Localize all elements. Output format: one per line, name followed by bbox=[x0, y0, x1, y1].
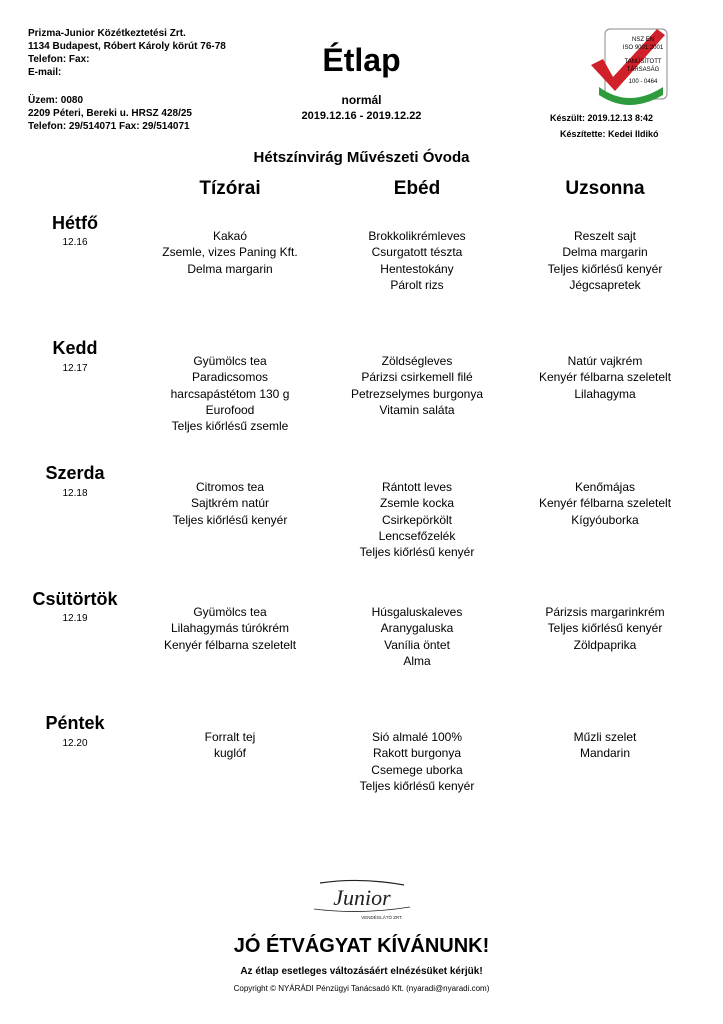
company-email: E-mail: bbox=[28, 67, 62, 78]
menu-item: Csemege uborka bbox=[371, 762, 463, 777]
uzsonna-cell bbox=[495, 604, 715, 653]
cert-text-2: ISO 9001:2001 bbox=[622, 45, 664, 51]
cert-text-1: NSZ EN bbox=[631, 37, 655, 43]
menu-item: Reszelt sajt bbox=[573, 229, 637, 243]
uzsonna-cell bbox=[495, 729, 715, 762]
menu-item: Forralt tej bbox=[204, 730, 256, 744]
ebed-cell bbox=[307, 479, 527, 560]
cert-text-5: 100 - 0464 bbox=[628, 79, 658, 85]
menu-item: Párizsi csirkemell filé bbox=[361, 370, 473, 385]
cert-text-4: TÁRSASÁG bbox=[626, 67, 660, 73]
menu-item: Kakaó bbox=[212, 229, 248, 243]
junior-logo bbox=[300, 877, 425, 922]
ebed-cell bbox=[307, 353, 527, 418]
menu-item: Hentestokány bbox=[380, 261, 454, 276]
day-name: Kedd bbox=[52, 338, 98, 358]
menu-item: Kenőmájas bbox=[574, 480, 636, 494]
plant-id: Üzem: 0080 bbox=[28, 95, 84, 106]
menu-item: Brokkolikrémleves bbox=[368, 229, 466, 243]
menu-item: Rakott burgonya bbox=[372, 746, 462, 761]
day-date: 12.19 bbox=[62, 613, 88, 624]
menu-item: Párizsis margarinkrém bbox=[545, 605, 665, 619]
menu-item: Gyümölcs tea bbox=[193, 354, 267, 368]
menu-item: Teljes kiőrlésű kenyér bbox=[547, 261, 663, 276]
page-title: Étlap bbox=[322, 42, 401, 78]
column-header-uzsonna: Uzsonna bbox=[565, 178, 645, 199]
menu-item: Delma margarin bbox=[187, 261, 273, 276]
day-name: Csütörtök bbox=[32, 589, 118, 609]
day-name: Hétfő bbox=[52, 213, 98, 233]
menu-item: Húsgaluskaleves bbox=[371, 605, 463, 619]
copyright: Copyright © NYÁRÁDI Pénzügyi Tanácsadó Kft. (nyaradi@nyaradi.com) bbox=[233, 984, 490, 993]
created-timestamp: Készült: 2019.12.13 8:42 bbox=[550, 113, 654, 123]
menu-item: Teljes kiőrlésű zsemle bbox=[171, 419, 289, 434]
menu-item: Lilahagyma bbox=[574, 386, 636, 401]
day-date: 12.18 bbox=[62, 488, 88, 499]
menu-type: normál bbox=[341, 93, 382, 107]
menu-item: Rántott leves bbox=[381, 480, 453, 494]
day-name: Szerda bbox=[45, 463, 105, 483]
day-date: 12.20 bbox=[62, 738, 88, 749]
menu-item: Teljes kiőrlésű kenyér bbox=[547, 621, 663, 636]
plant-address: 2209 Péteri, Bereki u. HRSZ 428/25 bbox=[28, 108, 192, 119]
menu-item: Petrezselymes burgonya bbox=[350, 386, 484, 401]
menu-item: Lencsefőzelék bbox=[378, 528, 456, 543]
day-date: 12.16 bbox=[62, 237, 88, 248]
day-name: Péntek bbox=[45, 713, 105, 733]
column-header-tizorai: Tízórai bbox=[199, 178, 261, 199]
menu-item: Paradicsomos bbox=[191, 370, 269, 385]
menu-item: Zsemle, vizes Paning Kft. bbox=[162, 245, 298, 260]
menu-item: kuglóf bbox=[213, 746, 247, 761]
uzsonna-cell bbox=[495, 228, 715, 293]
menu-item: Mandarin bbox=[579, 746, 631, 761]
menu-item: Kenyér félbarna szeletelt bbox=[538, 496, 672, 511]
menu-item: Zöldségleves bbox=[381, 354, 453, 368]
menu-item: Eurofood bbox=[205, 402, 255, 417]
company-address: 1134 Budapest, Róbert Károly körút 76-78 bbox=[28, 41, 226, 52]
menu-item: Alma bbox=[403, 653, 431, 668]
school-name: Hétszínvirág Művészeti Óvoda bbox=[253, 149, 470, 166]
junior-logo-text: Junior bbox=[333, 885, 391, 910]
menu-item: Teljes kiőrlésű kenyér bbox=[359, 778, 475, 793]
menu-item: Kígyóuborka bbox=[571, 512, 639, 527]
menu-item: Csirkepörkölt bbox=[381, 512, 453, 527]
date-range: 2019.12.16 - 2019.12.22 bbox=[301, 110, 422, 122]
created-by: Készítette: Kedei Ildikó bbox=[560, 129, 659, 139]
bon-appetit-banner: JÓ ÉTVÁGYAT KÍVÁNUNK! bbox=[233, 935, 490, 957]
change-notice: Az étlap esetleges változásáért elnézésüket kérjük! bbox=[240, 966, 483, 977]
menu-item: Kenyér félbarna szeletelt bbox=[538, 370, 672, 385]
menu-item: Gyümölcs tea bbox=[193, 605, 267, 619]
uzsonna-cell bbox=[495, 479, 715, 528]
ebed-cell bbox=[307, 729, 527, 794]
menu-item: Sió almalé 100% bbox=[371, 730, 463, 744]
menu-item: Csurgatott tészta bbox=[371, 245, 463, 260]
menu-item: Kenyér félbarna szeletelt bbox=[163, 637, 297, 652]
ebed-cell bbox=[307, 228, 527, 293]
ebed-cell bbox=[307, 604, 527, 669]
menu-item: Teljes kiőrlésű kenyér bbox=[172, 512, 288, 527]
menu-item: Lilahagymás túrókrém bbox=[170, 621, 290, 636]
menu-item: Teljes kiőrlésű kenyér bbox=[359, 545, 475, 560]
menu-item: Zöldpaprika bbox=[573, 637, 637, 652]
junior-logo-subtext: VENDÉGLÁTÓ ZRT. bbox=[361, 915, 403, 920]
day-date: 12.17 bbox=[62, 363, 88, 374]
menu-item: Citromos tea bbox=[195, 480, 265, 494]
menu-item: Műzli szelet bbox=[573, 730, 637, 744]
uzsonna-cell bbox=[495, 353, 715, 402]
company-phone: Telefon: Fax: bbox=[28, 54, 90, 65]
menu-item: Párolt rizs bbox=[390, 277, 444, 292]
menu-item: Jégcsapretek bbox=[569, 277, 641, 292]
iso-certificate-logo bbox=[585, 25, 671, 111]
menu-item: Sajtkrém natúr bbox=[190, 496, 270, 511]
cert-text-3: TANÚSÍTOTT bbox=[624, 59, 662, 65]
menu-item: Delma margarin bbox=[562, 245, 648, 260]
column-header-ebed: Ebéd bbox=[393, 178, 441, 199]
menu-item: Vitamin saláta bbox=[379, 402, 455, 417]
menu-item: harcsapástétom 130 g bbox=[170, 386, 290, 401]
menu-item: Natúr vajkrém bbox=[567, 354, 643, 368]
company-name: Prizma-Junior Közétkeztetési Zrt. bbox=[28, 28, 186, 39]
menu-item: Zsemle kocka bbox=[379, 496, 455, 511]
menu-item: Vanília öntet bbox=[384, 637, 450, 652]
plant-phone: Telefon: 29/514071 Fax: 29/514071 bbox=[28, 121, 190, 132]
menu-item: Aranygaluska bbox=[380, 621, 454, 636]
